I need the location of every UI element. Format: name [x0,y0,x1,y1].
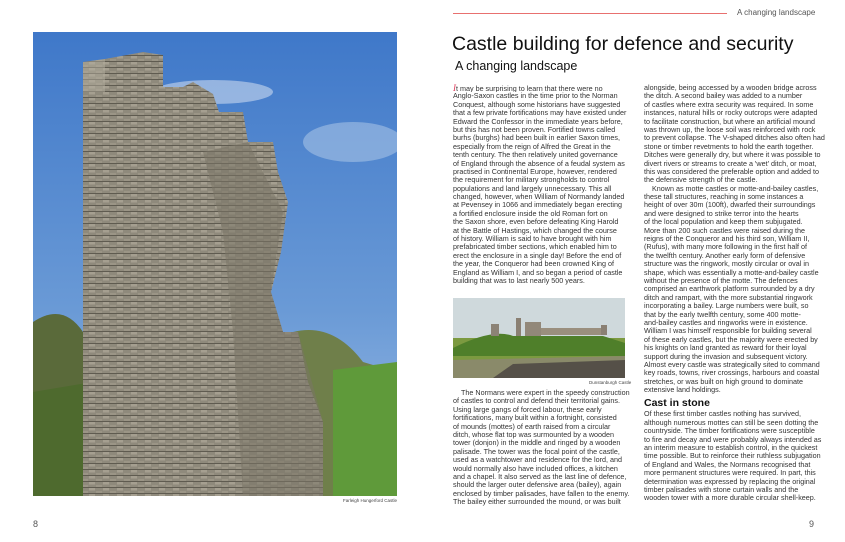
text-line-content: extensive land holdings. [644,386,721,395]
text-line [453,498,637,506]
text-line [644,378,832,386]
text-line [644,260,832,268]
text-line-content: tower (donjon) in the middle and ringed by a wooden [453,439,621,448]
text-line-content: although numerous mottes can still be seen dotting the [644,418,819,427]
text-line [644,151,832,159]
text-line [644,118,832,126]
text-line-content: Using large gangs of forced labour, these early [453,405,602,414]
text-line-content: without the presence of the motte. The defences [644,276,798,285]
text-line [453,456,637,464]
text-line [453,201,637,209]
text-line-content: practised in Continental Europe, however, rendered [453,167,617,176]
page-number-left: 8 [33,519,39,529]
text-line-content: Conquest, although some historians have suggested [453,100,621,109]
text-line-content: of England and Wales, the Normans recognised that [644,460,811,469]
text-line [453,465,637,473]
text-line [644,319,832,327]
text-line-content: the requirement for military strongholds to control [453,176,610,185]
page-number-right: 9 [809,519,815,529]
text-line [644,486,832,494]
text-line-content: ditch, whose flat top was surmounted by a wooden [453,430,615,439]
text-line [644,353,832,361]
text-line [644,311,832,319]
text-line [453,490,637,498]
text-line-content: enclosed by timber palisades, have fallen to the enemy. [453,489,630,498]
text-line [453,389,637,397]
text-line [644,336,832,344]
text-line-content: these tall structures, reaching in some instances a [644,193,804,202]
text-line [644,410,832,418]
text-line-content: reigns of the Conqueror and his third son, William II, [644,235,810,244]
text-line [644,84,832,92]
text-line [644,218,832,226]
text-line-content: that a few private fortifications may have existed under [453,109,627,118]
text-line-content: at the Battle of Hastings, which changed the course [453,226,617,235]
text-line [644,369,832,377]
text-line-content: Anglo-Saxon castles in the time prior to the Norman [453,92,618,101]
text-line [453,235,637,243]
page-title: Castle building for defence and security [452,33,794,55]
text-line-content: the twelfth century. Another early form of defensive [644,251,806,260]
text-line [644,294,832,302]
text-line [644,193,832,201]
text-line [453,423,637,431]
text-line [453,243,637,251]
text-line-content: of castles to control and defend their territorial gains. [453,397,621,406]
text-line [453,185,637,193]
text-line-content: the Saxon shore, even before defeating King Harold [453,218,619,227]
text-line-content: Known as motte castles or motte-and-bailey castles, [652,184,819,193]
text-line-content: Ditches were generally dry, but where it was possible to [644,151,821,160]
text-line-content: of mounds (mottes) of earth raised from a circular [453,422,611,431]
text-line-content: of history. William is said to have brought with him [453,235,612,244]
text-line-content: time possible. But to reinforce their ruthless subjugation [644,452,821,461]
text-line [644,419,832,427]
text-line [453,92,637,100]
text-line-content: of England through the absence of a feudal system as [453,159,625,168]
text-line [453,448,637,456]
text-line-content: height of over 30m (100ft), dwarfed their surroundings [644,201,816,210]
text-line-content: The Normans were expert in the speedy construction [461,389,630,397]
header-rule [453,13,727,14]
text-line-content: Edward the Confessor in the immediate years before, [453,117,623,126]
text-line [453,210,637,218]
text-line [453,252,637,260]
farleigh-hungerford-castle-photo [33,32,397,496]
text-line [453,134,637,142]
column-1-bottom [453,389,637,506]
text-line [453,260,637,268]
photo-caption: Farleigh Hungerford Castle [343,498,398,503]
text-line [453,473,637,481]
text-line [644,168,832,176]
column-2 [644,84,832,503]
text-line [453,269,637,277]
text-line-content: incorporating a bailey. Large numbers were built, so [644,302,809,311]
text-line-content: burhs (burghs) had been built in earlier Saxon times, [453,134,621,143]
text-line-content: especially from the reign of Alfred the Great in the [453,142,611,151]
text-line [453,481,637,489]
inline-photo-caption: Dunstanburgh Castle [589,380,632,385]
text-line [453,143,637,151]
text-line [644,160,832,168]
text-line-content: should the larger outer defensive area (bailey), again [453,481,622,490]
text-line [453,118,637,126]
text-line-content: support during the invasion and subsequent victory. [644,352,808,361]
text-line-content: shape, which was essentially a motte-and-bailey castle [644,268,819,277]
text-line [453,151,637,159]
text-line [453,109,637,117]
text-line [644,252,832,260]
text-line [644,478,832,486]
text-line-content: the year, the Conqueror had been crowned King of [453,260,615,269]
text-line-content: populations and land largely unnecessary. This all [453,184,612,193]
text-line-content: and-bailey castles and ringworks were in existence. [644,318,808,327]
text-line-content: William I was himself responsible for building several [644,327,812,336]
text-line-content: stone or timber revetments to hold the earth together. [644,142,814,151]
text-line [453,160,637,168]
text-line [644,302,832,310]
text-line-content: t may be surprising to learn that there were no [456,84,603,93]
text-line [644,444,832,452]
text-line-content: prefabricated timber sections, which enabled him to [453,243,617,252]
text-line-content: comprised an earthwork platform surrounded by a dry [644,285,815,294]
text-line-content: his knights on land granted as reward for their loyal [644,344,807,353]
text-line-content: was thrown up, the loose soil was reinforced with rock [644,125,816,134]
text-line [453,277,637,285]
text-line [644,436,832,444]
text-line-content: key roads, towns, river crossings, harbours and coastal [644,369,820,378]
text-line-content: used as a watchtower and residence for the lord, and [453,456,623,465]
text-line-content: (Rufus), with many more following in the first half of [644,243,807,252]
text-line [453,227,637,235]
text-line-content: Almost every castle was strategically sited to command [644,360,820,369]
column-1-top [453,84,637,285]
text-line [644,494,832,502]
text-line [644,143,832,151]
text-line-content: alongside, being accessed by a wooden bridge across [644,84,817,92]
text-line [644,185,832,193]
text-line [453,126,637,134]
text-line-content: to prevent collapse. The V-shaped ditches also often had [644,134,825,143]
text-line-content: wooden tower with a more durable circular shell-keep. [644,494,816,503]
text-line-content: of these early castles, but the majority were erected by [644,335,818,344]
text-line-content: and were designed to strike terror into the hearts [644,209,799,218]
text-line-content: an interim measure to establish control, in the quickest [644,444,818,453]
text-line [644,176,832,184]
text-line-content: would normally also have included offices, a kitchen [453,464,618,473]
text-line-content: that by the early twelfth century, some 400 motte- [644,310,801,319]
text-line-content: instances, natural hills or rocky outcrops were adapted [644,109,818,118]
text-line [644,361,832,369]
text-line [644,452,832,460]
text-line [644,461,832,469]
text-line-content: The bailey either surrounded the mound, or was built [453,498,621,507]
text-line [644,469,832,477]
text-line-content: the ditch. A second bailey was added to a number [644,92,803,101]
text-line-content: a fortified enclosure inside the old Roman fort on [453,209,608,218]
text-line [644,210,832,218]
text-line [644,134,832,142]
text-line [644,285,832,293]
text-line [644,109,832,117]
text-line [644,92,832,100]
text-line-content: ditch and rampart, with the more substantial ringwork [644,293,813,302]
text-line [644,243,832,251]
text-line-content: changed, however, when William of Normandy landed [453,193,625,202]
text-line-content: of the local population and keep them subjugated. [644,218,803,227]
text-line-content: countryside. The timber fortifications were susceptible [644,427,815,436]
text-line-content: Of these first timber castles nothing has survived, [644,410,801,419]
text-line [644,101,832,109]
text-line-content: the defensive strength of the castle. [644,176,758,185]
text-line [453,414,637,422]
text-line [453,176,637,184]
text-line [453,439,637,447]
text-line [453,397,637,405]
text-line-content: to fire and decay and were probably always intended as [644,435,822,444]
text-line [644,227,832,235]
text-line-content: England as William I, and so began a period of castle [453,268,623,277]
text-line-content: at Pevensey in 1066 and immediately began erecting [453,201,623,210]
running-header: A changing landscape [737,8,816,17]
text-line-content: fortifications, many built within a fortnight, consisted [453,414,617,423]
text-line-content: timber palisades with stone curtain walls and the [644,485,799,494]
text-line-content: divert rivers or streams to create a 'wet' ditch, or moat, [644,159,817,168]
text-line-content: structure was the ringwork, mostly circular or oval in [644,260,809,269]
text-line-content: palisade. The tower was the focal point of the castle, [453,447,620,456]
text-line [453,84,637,92]
text-line-content: tenth century. The then relatively united governance [453,151,618,160]
text-line [644,327,832,335]
text-line [453,193,637,201]
drop-cap: I [453,84,456,93]
text-line [453,431,637,439]
section-heading: Cast in stone [644,397,710,410]
text-line [644,235,832,243]
text-line-content: of castles where extra security was required. In some [644,100,814,109]
text-line [453,101,637,109]
text-line-content: More than 200 such castles were raised during the [644,226,806,235]
text-line [453,406,637,414]
text-line [453,168,637,176]
text-line [644,386,832,394]
text-line [644,344,832,352]
text-line-content: determination was expressed by replacing the original [644,477,816,486]
text-line [644,269,832,277]
text-line-content: and a chapel. It also served as the last line of defence, [453,472,627,481]
text-line-content: erect the enclosure in a single day! Before the end of [453,251,622,260]
text-line-content: to facilitate construction, but where an artificial mound [644,117,815,126]
text-line [644,277,832,285]
text-line [644,201,832,209]
text-line-content: more permanent structures were required. In part, this [644,469,816,478]
text-line-content: stretches, or was built on high ground to dominate [644,377,804,386]
text-line [644,126,832,134]
dunstanburgh-castle-photo [453,298,625,378]
text-line-content: building that was to last nearly 500 years. [453,276,585,285]
text-line [453,218,637,226]
page-subtitle: A changing landscape [455,59,578,73]
text-line-content: but this has not been proven. Fortified towns called [453,125,616,134]
text-line-content: this was considered the preferable option and added to [644,167,820,176]
text-line [644,427,832,435]
